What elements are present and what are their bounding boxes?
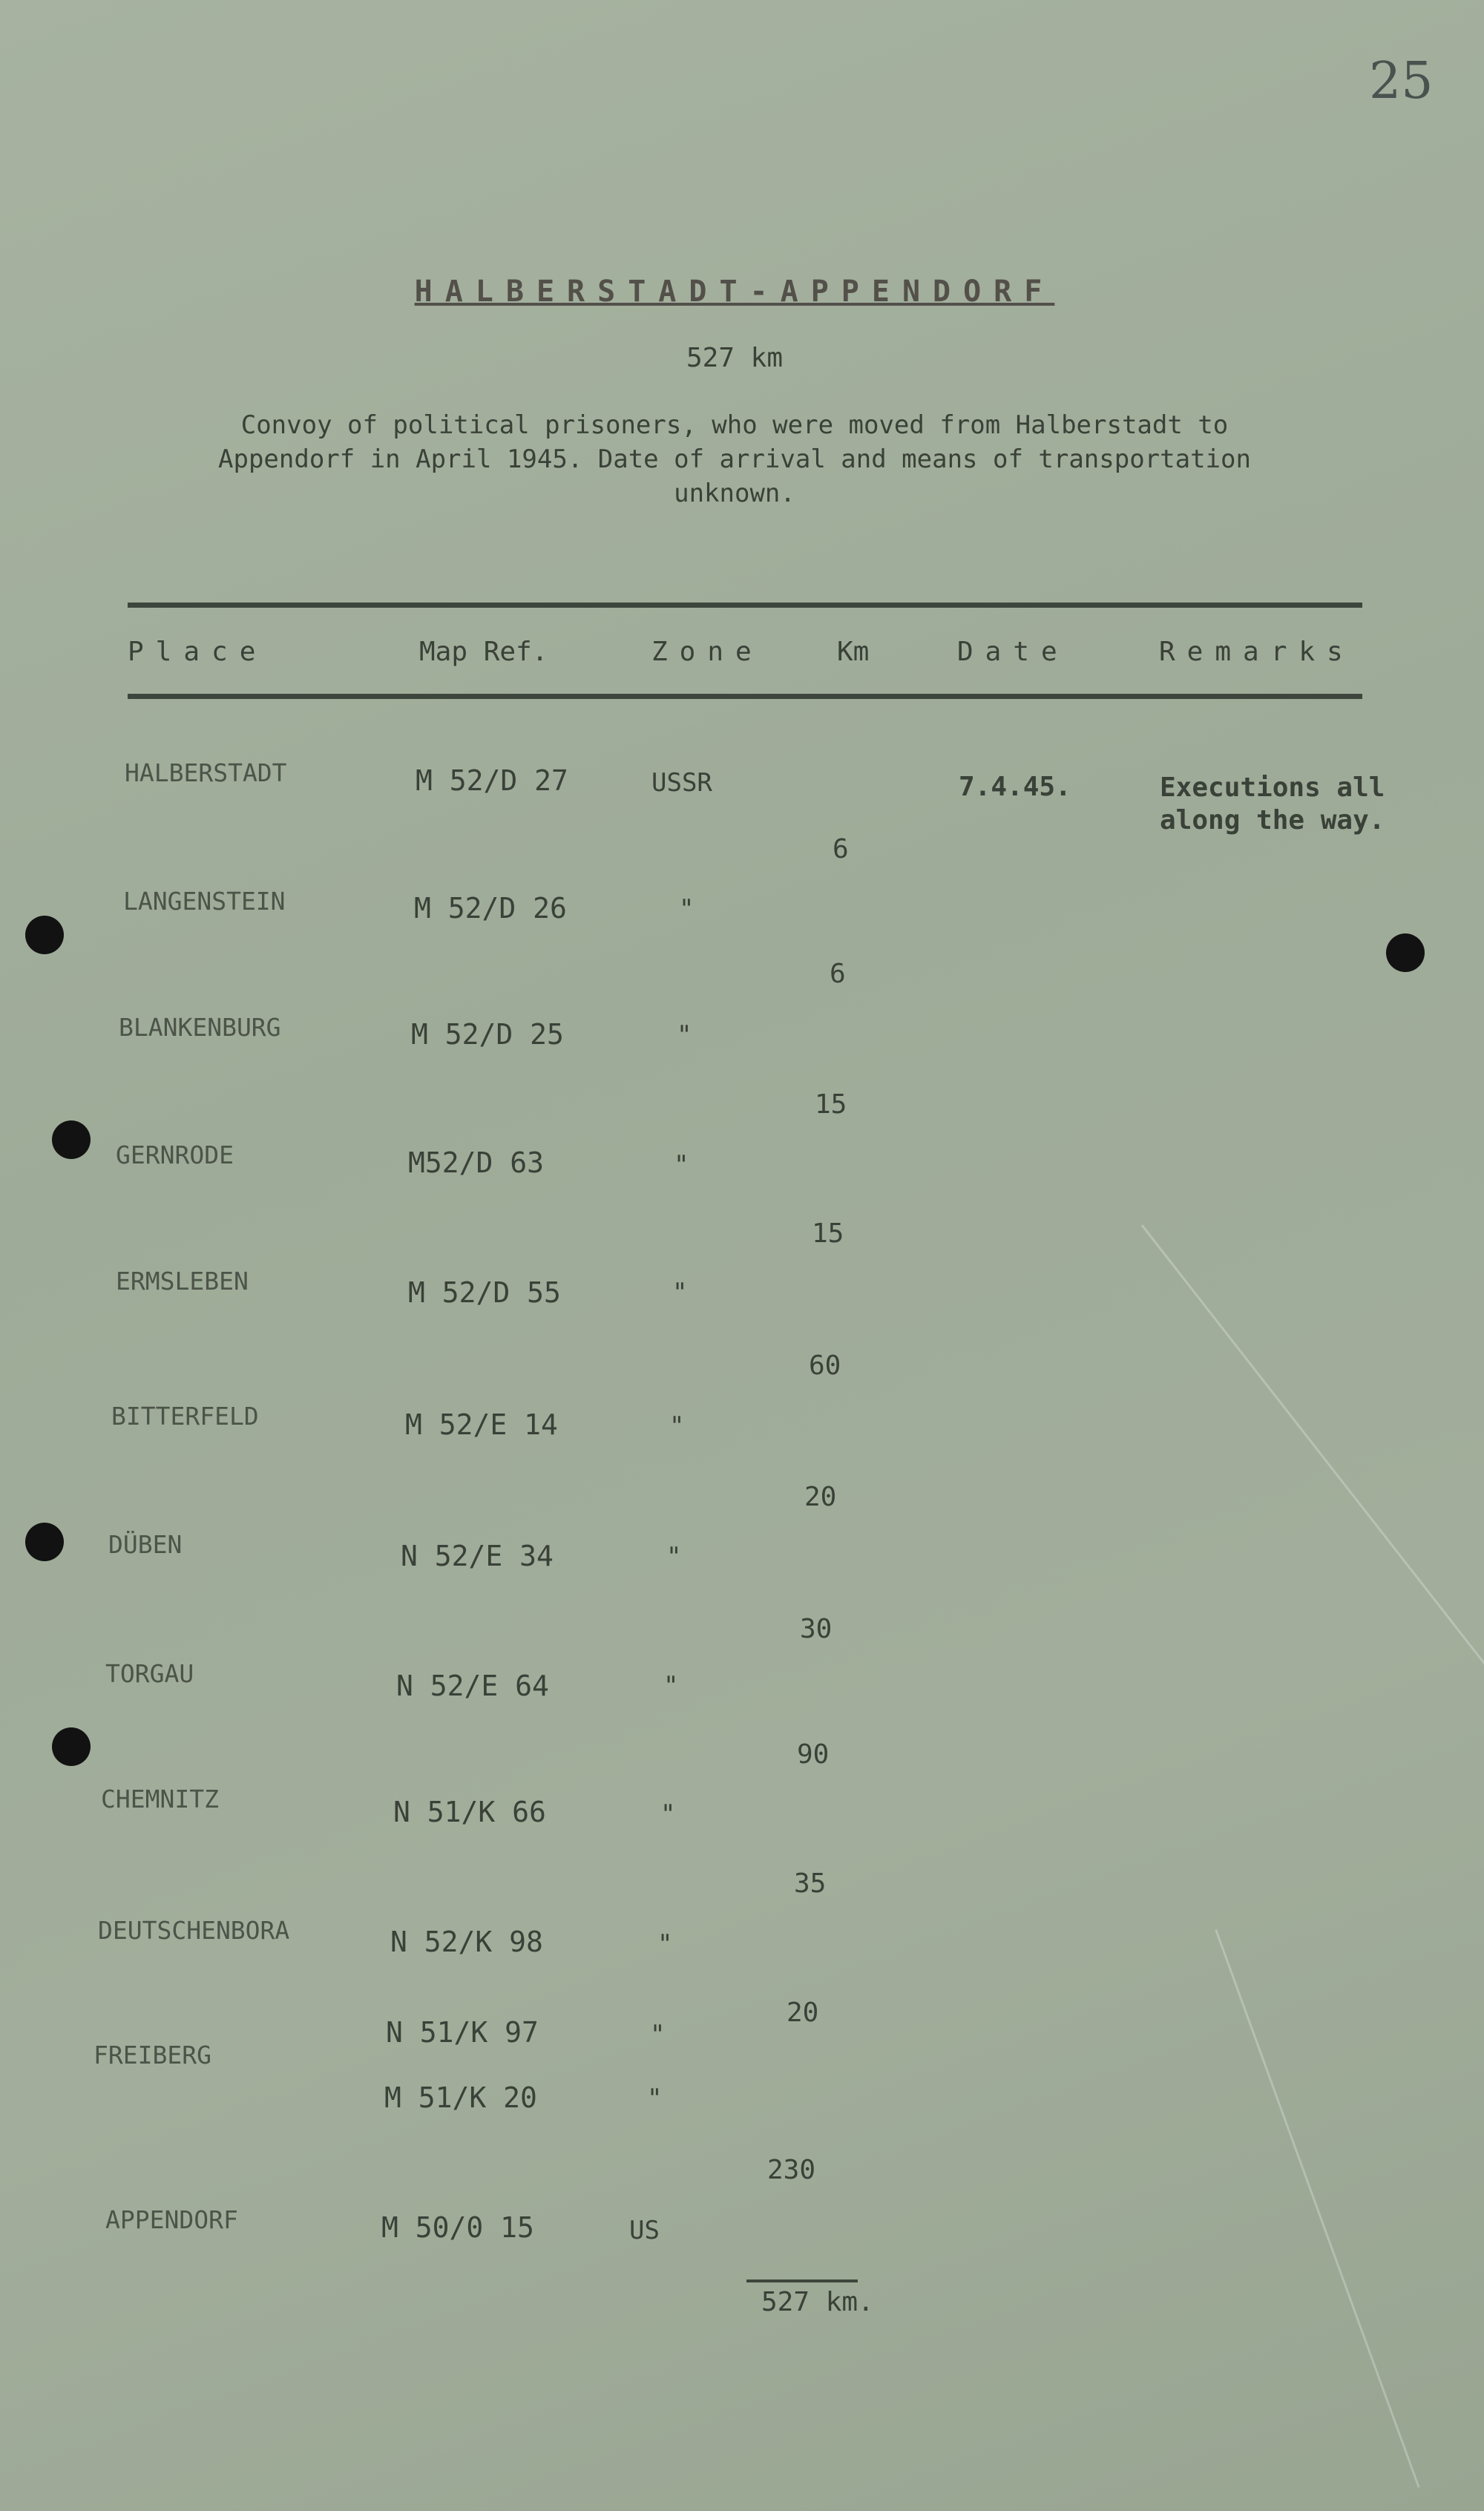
zone: " [647,2084,663,2113]
punch-hole [25,916,64,954]
remarks-line: along the way. [1160,805,1385,836]
description [0,408,1469,511]
zone: " [672,1278,688,1307]
punch-hole [25,1523,64,1561]
map-ref: N 52/E 34 [401,1540,554,1572]
km-segment: 30 [800,1614,833,1644]
column-header-km: Km [837,637,870,667]
column-header-remarks: Remarks [1159,637,1355,667]
place-name: HALBERSTADT [125,758,287,787]
place-name: GERNRODE [116,1140,234,1169]
km-segment: 15 [815,1089,847,1120]
column-header-date: Date [957,637,1069,667]
place-name: APPENDORF [105,2205,238,2234]
map-ref: M 52/D 26 [414,892,567,925]
km-segment: 90 [797,1739,830,1770]
map-ref: M 52/D 25 [411,1018,564,1051]
zone: " [650,2020,666,2049]
place-name: CHEMNITZ [101,1785,219,1814]
zone: " [677,1020,692,1050]
map-ref: M 52/D 55 [408,1276,561,1309]
km-segment: 60 [809,1350,841,1381]
map-ref: N 51/K 97 [386,2016,539,2049]
map-ref: M 52/D 27 [416,764,568,797]
page-number: 25 [1369,52,1434,111]
description-line: Convoy of political prisoners, who were moved from Halberstadt to [240,410,1229,440]
map-ref: M 51/K 20 [384,2081,537,2114]
remarks [1160,772,1385,837]
column-header-map-ref: Map Ref. [419,637,548,667]
map-ref: N 51/K 66 [393,1796,546,1828]
punch-hole [52,1120,91,1159]
description-line: Appendorf in April 1945. Date of arrival and means of transportation [218,444,1251,474]
map-ref: N 52/K 98 [390,1926,543,1958]
total-distance: 527 km [686,343,784,373]
km-segment: 230 [767,2155,816,2185]
column-header-zone: Zone [651,637,764,667]
km-segment: 15 [812,1218,844,1249]
place-name: ERMSLEBEN [116,1267,249,1296]
zone: " [674,1150,689,1180]
map-ref: M52/D 63 [408,1146,545,1179]
zone: " [679,894,695,924]
place-name: DEUTSCHENBORA [98,1916,290,1945]
remarks-line: Executions all [1160,772,1385,803]
zone: USSR [651,768,712,798]
place-name: LANGENSTEIN [123,887,286,916]
place-name: FREIBERG [93,2041,211,2069]
place-name: TORGAU [105,1659,194,1688]
punch-hole [1386,933,1425,972]
place-name: BLANKENBURG [119,1013,281,1042]
zone: " [663,1671,679,1701]
document-title: HALBERSTADT-APPENDORF [414,275,1055,309]
km-segment: 6 [833,834,849,864]
km-segment: 35 [794,1868,827,1899]
total-rule [746,2279,858,2282]
zone: " [669,1411,685,1441]
map-ref: N 52/E 64 [396,1670,549,1702]
zone: " [666,1542,682,1572]
zone: US [629,2216,660,2245]
table-header-rule [128,694,1362,699]
map-ref: M 50/0 15 [381,2211,534,2244]
map-ref: M 52/E 14 [405,1408,558,1441]
date-value: 7.4.45. [959,772,1071,802]
table-top-rule [128,603,1362,608]
place-name: DÜBEN [108,1530,183,1559]
paper-crease [1141,1224,1484,1664]
km-segment: 20 [787,1998,819,2028]
km-segment: 20 [804,1482,837,1512]
punch-hole [52,1727,91,1766]
place-name: BITTERFELD [111,1402,259,1431]
zone: " [660,1799,676,1829]
km-segment: 6 [830,959,846,989]
description-line: unknown. [674,479,795,508]
paper-crease [1215,1929,1419,2488]
column-header-place: Place [128,637,268,667]
total-km: 527 km. [761,2287,874,2317]
zone: " [657,1929,673,1959]
